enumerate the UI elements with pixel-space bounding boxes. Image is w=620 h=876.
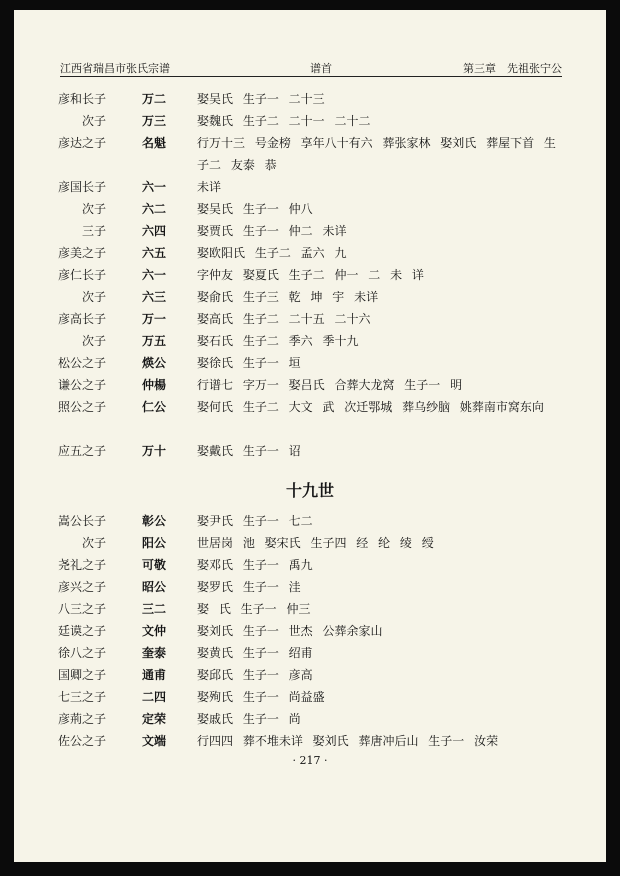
genealogy-row: [14, 88, 606, 110]
relation-label: 彦仁长子: [57, 268, 106, 282]
person-name: 煐公: [142, 356, 167, 370]
genealogy-row: [14, 286, 606, 308]
genealogy-row: [14, 510, 606, 532]
genealogy-row: [14, 110, 606, 132]
relation-label: 照公之子: [57, 400, 106, 414]
person-detail: 娶戴氏 生子一 诏: [197, 444, 301, 458]
relation-label: 徐八之子: [57, 646, 106, 660]
person-detail: 娶石氏 生子二 季六 季十九: [197, 334, 359, 348]
person-name: 彰公: [142, 514, 167, 528]
genealogy-row: [14, 242, 606, 264]
relation-label: 彦荊之子: [57, 712, 106, 726]
relation-label: 谦公之子: [57, 378, 106, 392]
person-name: 万一: [142, 312, 167, 326]
relation-label: 嵩公长子: [57, 514, 106, 528]
genealogy-row: [14, 330, 606, 352]
person-name: 六五: [142, 246, 167, 260]
relation-label: 廷谟之子: [57, 624, 106, 638]
person-detail: 娶俞氏 生子三 乾 坤 宇 未详: [197, 290, 379, 304]
person-name: 六一: [142, 268, 167, 282]
relation-label: 佐公之子: [57, 734, 106, 748]
running-header: [60, 54, 562, 77]
genealogy-row: [14, 198, 606, 220]
genealogy-row: [14, 576, 606, 598]
person-name: 仲楊: [142, 378, 167, 392]
person-name: 三二: [142, 602, 167, 616]
person-name: 阳公: [142, 536, 167, 550]
person-detail: 娶刘氏 生子一 世杰 公葬余家山: [197, 624, 383, 638]
document-page: [14, 10, 606, 862]
genealogy-row: [14, 132, 606, 176]
relation-label: 尧礼之子: [57, 558, 106, 572]
person-name: 万五: [142, 334, 167, 348]
relation-label: 国卿之子: [57, 668, 106, 682]
person-detail: 娶徐氏 生子一 垣: [197, 356, 301, 370]
relation-label: 次子: [81, 290, 106, 304]
person-detail: 娶吴氏 生子一 仲八: [197, 202, 313, 216]
genealogy-row: [14, 176, 606, 198]
genealogy-row: [14, 642, 606, 664]
person-detail: 娶戚氏 生子一 尚: [197, 712, 301, 726]
person-detail: 未详: [197, 180, 222, 194]
genealogy-row: [14, 440, 606, 462]
person-name: 昭公: [142, 580, 167, 594]
person-detail: 娶 氏 生子一 仲三: [197, 602, 311, 616]
genealogy-row: [14, 352, 606, 374]
person-name: 万二: [142, 92, 167, 106]
person-detail: 娶高氏 生子二 二十五 二十六: [197, 312, 371, 326]
person-detail: 娶邱氏 生子一 彦高: [197, 668, 313, 682]
person-name: 可敬: [142, 558, 167, 572]
genealogy-row: [14, 396, 606, 440]
relation-label: 八三之子: [57, 602, 106, 616]
person-detail: 娶贾氏 生子一 仲二 未详: [197, 224, 347, 238]
genealogy-row: [14, 220, 606, 242]
relation-label: 彦美之子: [57, 246, 106, 260]
person-name: 仁公: [142, 400, 167, 414]
relation-label: 彦达之子: [57, 136, 106, 150]
relation-label: 次子: [81, 334, 106, 348]
person-detail: 娶尹氏 生子一 七二: [197, 514, 313, 528]
person-detail: 字仲友 娶夏氏 生子二 仲一 二 未 详: [197, 268, 424, 282]
person-name: 定荣: [142, 712, 167, 726]
person-detail: 娶欧阳氏 生子二 孟六 九: [197, 246, 347, 260]
header-chapter: 第三章 先祖张宁公: [463, 62, 562, 75]
page-number: · 217 ·: [292, 754, 328, 767]
relation-label: 彦兴之子: [57, 580, 106, 594]
person-name: 六二: [142, 202, 167, 216]
generation-title: 十九世: [285, 481, 334, 500]
person-detail: 娶黄氏 生子一 绍甫: [197, 646, 313, 660]
relation-label: 三子: [81, 224, 106, 238]
genealogy-row: [14, 374, 606, 396]
person-detail: 娶殉氏 生子一 尚益盛: [197, 690, 325, 704]
person-name: 六四: [142, 224, 167, 238]
person-detail: 行谱七 字万一 娶吕氏 合葬大龙窝 生子一 明: [197, 378, 463, 392]
person-detail: 行四四 葬不堆未详 娶刘氏 葬唐冲后山 生子一 汝荣: [197, 734, 499, 748]
person-name: 名魁: [142, 136, 167, 150]
relation-label: 应五之子: [57, 444, 106, 458]
genealogy-row: [14, 598, 606, 620]
genealogy-row: [14, 730, 606, 752]
person-detail: 娶何氏 生子二 大文 武 次迁鄂城 葬乌纱脑 姚葬南市窝东向: [197, 400, 544, 414]
person-detail: 娶邓氏 生子一 禹九: [197, 558, 313, 572]
relation-label: 七三之子: [57, 690, 106, 704]
person-name: 文端: [142, 734, 167, 748]
person-name: 二四: [142, 690, 167, 704]
person-name: 奎泰: [142, 646, 167, 660]
genealogy-row: [14, 264, 606, 286]
genealogy-row: [14, 308, 606, 330]
genealogy-row: [14, 664, 606, 686]
person-detail: 娶罗氏 生子一 洼: [197, 580, 301, 594]
genealogy-row: [14, 620, 606, 642]
person-name: 通甫: [142, 668, 167, 682]
relation-label: 彦和长子: [57, 92, 106, 106]
genealogy-row: [14, 686, 606, 708]
person-detail: 世居岗 池 娶宋氏 生子四 经 纶 绫 绶: [197, 536, 434, 550]
genealogy-row: [14, 708, 606, 730]
person-name: 万三: [142, 114, 167, 128]
person-name: 六一: [142, 180, 167, 194]
relation-label: 次子: [81, 202, 106, 216]
person-name: 六三: [142, 290, 167, 304]
relation-label: 次子: [81, 114, 106, 128]
relation-label: 彦高长子: [57, 312, 106, 326]
person-name: 万十: [142, 444, 167, 458]
person-detail: 娶魏氏 生子二 二十一 二十二: [197, 114, 371, 128]
header-book-title: 江西省瑞昌市张氏宗谱: [60, 62, 170, 75]
relation-label: 彦国长子: [57, 180, 106, 194]
header-section: 谱首: [310, 62, 332, 75]
person-detail: 行万十三 号金榜 享年八十有六 葬张家林 娶刘氏 葬屋下首 生子二 友泰 恭: [197, 136, 556, 172]
relation-label: 次子: [81, 536, 106, 550]
relation-label: 松公之子: [57, 356, 106, 370]
person-detail: 娶吴氏 生子一 二十三: [197, 92, 325, 106]
person-name: 文仲: [142, 624, 167, 638]
genealogy-row: [14, 554, 606, 576]
genealogy-row: [14, 532, 606, 554]
